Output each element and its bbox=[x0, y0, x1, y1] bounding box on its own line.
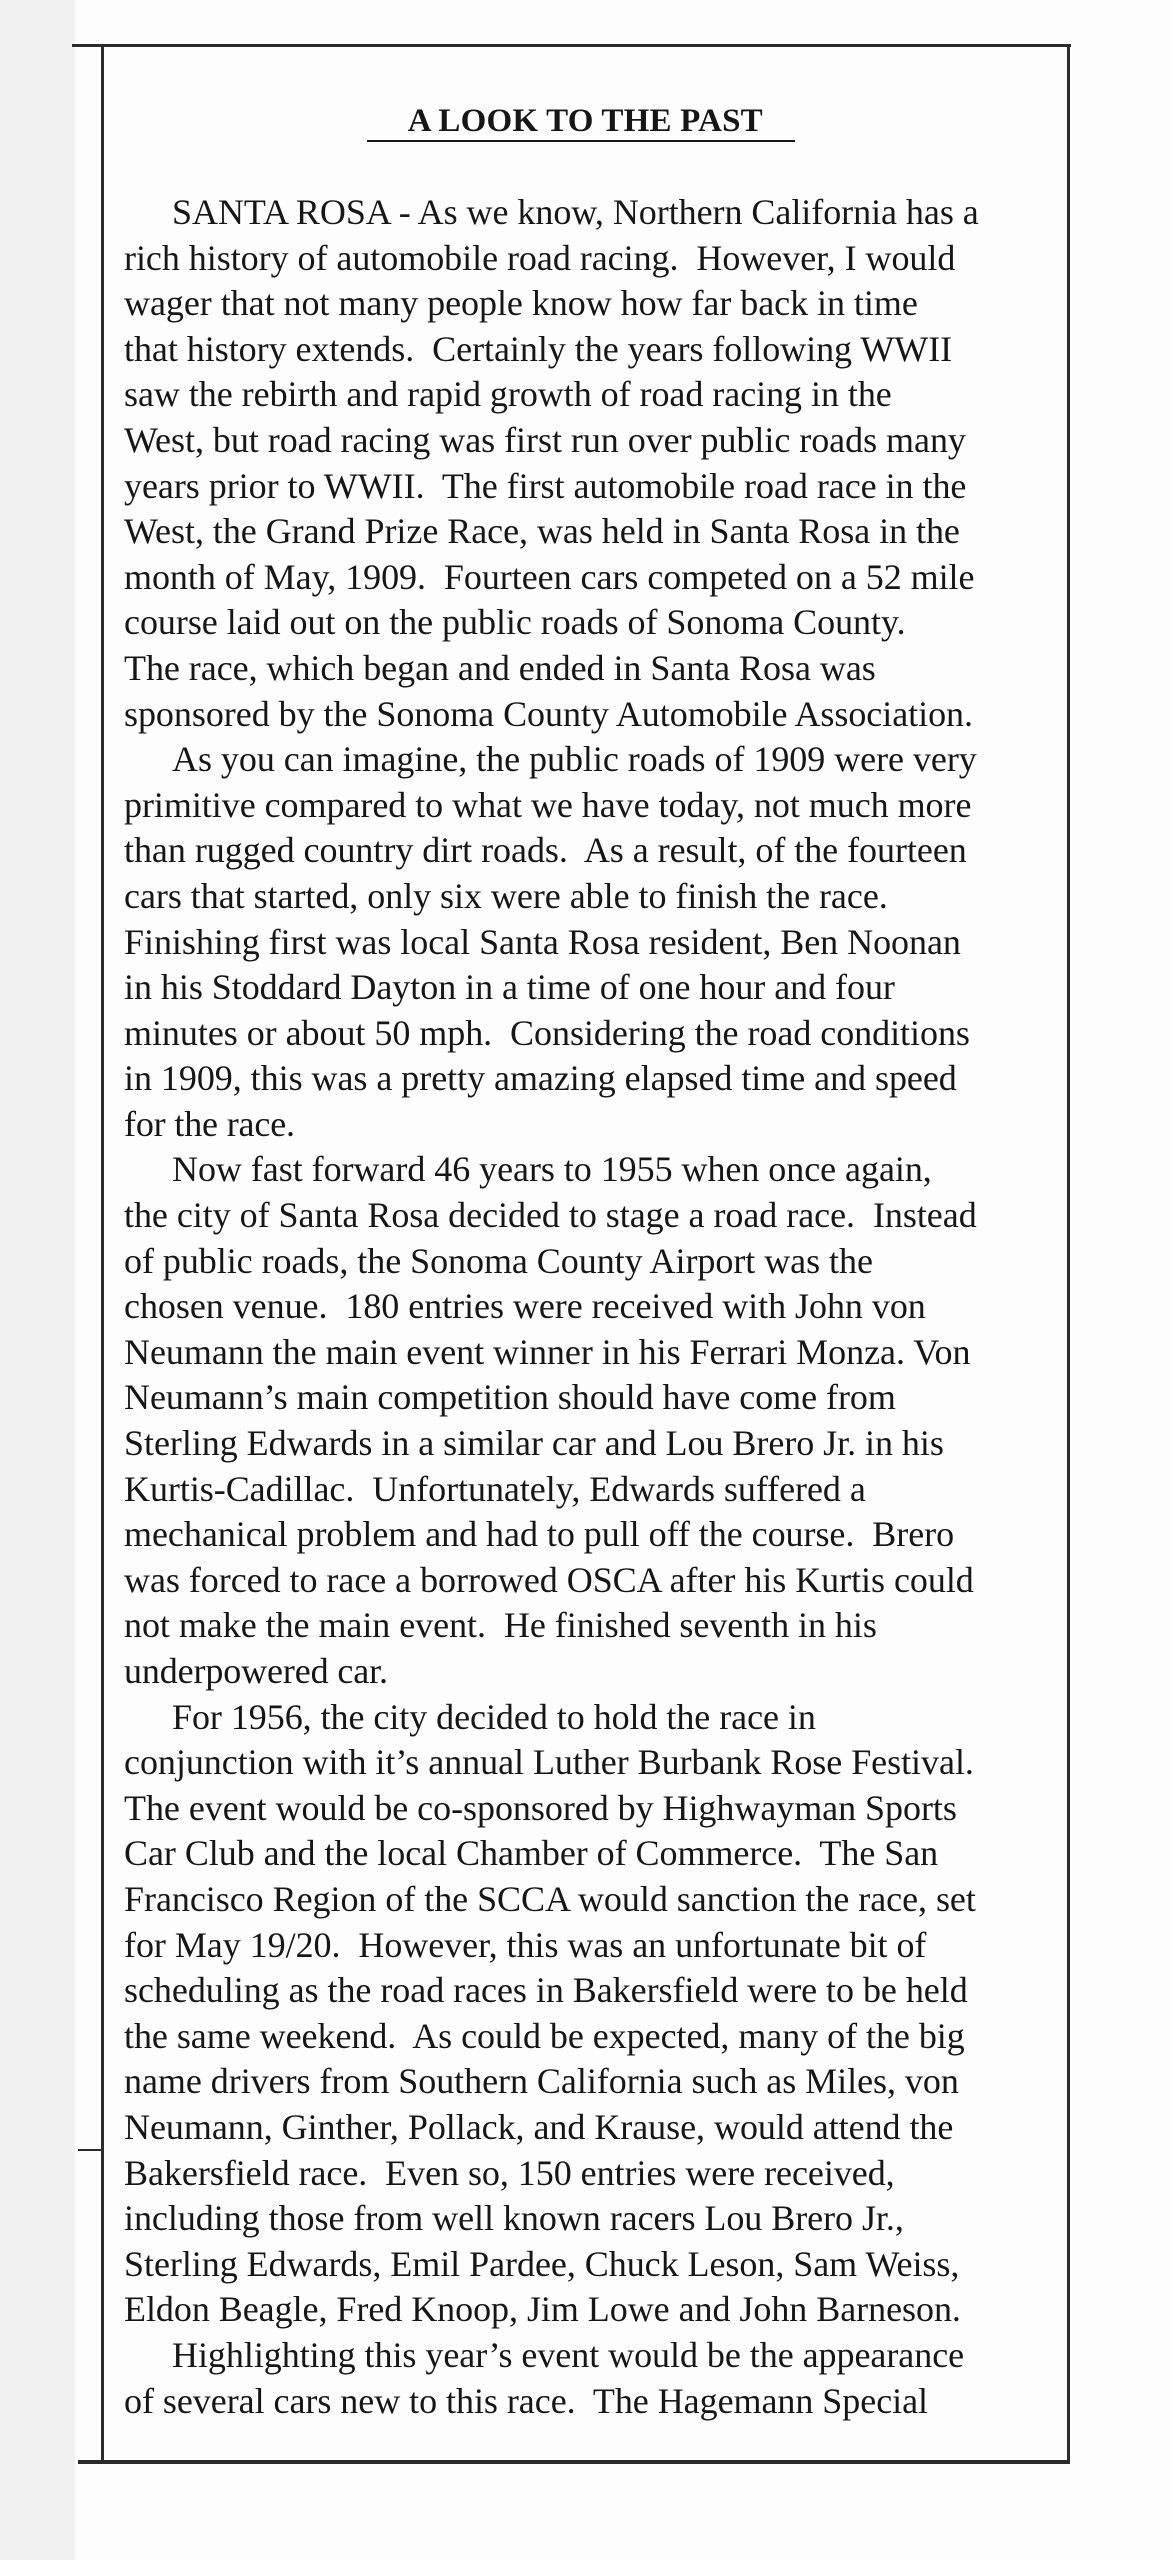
text-line: the city of Santa Rosa decided to stage a road race. Instead bbox=[124, 1195, 977, 1236]
text-line: SANTA ROSA - As we know, Northern California has a bbox=[172, 192, 979, 232]
text-line: mechanical problem and had to pull off the course. Brero bbox=[124, 1514, 955, 1555]
scan-margin-strip bbox=[0, 0, 75, 2560]
text-line: sponsored by the Sonoma County Automobile Association. bbox=[124, 693, 973, 734]
text-line: rich history of automobile road racing. However, I would bbox=[124, 237, 956, 278]
text-line: Finishing first was local Santa Rosa resident, Ben Noonan bbox=[124, 921, 961, 962]
text-line: Car Club and the local Chamber of Commerce. The San bbox=[124, 1833, 939, 1874]
article-title: A LOOK TO THE PAST bbox=[401, 103, 763, 139]
text-line: including those from well known racers Lou Brero Jr., bbox=[124, 2198, 904, 2239]
text-line: for the race. bbox=[124, 1103, 295, 1144]
text-line: underpowered car. bbox=[124, 1651, 388, 1691]
text-line: Neumann the main event winner in his Ferrari Monza. Von bbox=[124, 1331, 971, 1372]
text-line: chosen venue. 180 entries were received with John von bbox=[124, 1286, 926, 1327]
text-line: Kurtis-Cadillac. Unfortunately, Edwards suffered a bbox=[124, 1468, 866, 1509]
text-line: wager that not many people know how far back in time bbox=[124, 283, 918, 324]
text-line: Eldon Beagle, Fred Knoop, Jim Lowe and John Barneson. bbox=[124, 2289, 961, 2330]
text-line: of several cars new to this race. The Hagemann Special bbox=[124, 2380, 929, 2421]
text-line: of public roads, the Sonoma County Airport was the bbox=[124, 1240, 873, 1281]
text-line: that history extends. Certainly the years following WWII bbox=[124, 328, 953, 369]
text-line: Neumann’s main competition should have come from bbox=[124, 1377, 896, 1418]
text-line: Sterling Edwards in a similar car and Lou Brero Jr. in his bbox=[124, 1423, 944, 1464]
article-body bbox=[124, 190, 1064, 2424]
frame-bottom-rule bbox=[78, 2460, 1070, 2464]
text-line: Neumann, Ginther, Pollack, and Krause, would attend the bbox=[124, 2106, 954, 2147]
text-line: in 1909, this was a pretty amazing elapsed time and speed bbox=[124, 1058, 957, 1099]
text-line: than rugged country dirt roads. As a result, of the fourteen bbox=[124, 830, 967, 871]
text-line: saw the rebirth and rapid growth of road racing in the bbox=[124, 374, 892, 415]
text-line: name drivers from Southern California such as Miles, von bbox=[124, 2061, 959, 2102]
text-line: Francisco Region of the SCCA would sanction the race, set bbox=[124, 1878, 976, 1919]
frame-right-rule bbox=[1067, 44, 1070, 2462]
article-paragraph bbox=[124, 2333, 1064, 2424]
text-line: month of May, 1909. Fourteen cars competed on a 52 mile bbox=[124, 556, 975, 597]
text-line: West, but road racing was first run over public roads many bbox=[124, 419, 966, 460]
text-line: Sterling Edwards, Emil Pardee, Chuck Leson, Sam Weiss, bbox=[124, 2243, 960, 2284]
text-line: As you can imagine, the public roads of 1909 were very bbox=[172, 739, 977, 780]
text-line: the same weekend. As could be expected, many of the big bbox=[124, 2015, 965, 2056]
text-line: The event would be co-sponsored by Highwayman Sports bbox=[124, 1787, 957, 1828]
text-line: not make the main event. He finished seventh in his bbox=[124, 1605, 877, 1646]
article-paragraph bbox=[124, 1695, 1064, 2333]
text-line: West, the Grand Prize Race, was held in Santa Rosa in the bbox=[124, 511, 960, 552]
text-line: Now fast forward 46 years to 1955 when once again, bbox=[172, 1149, 932, 1190]
margin-tick-mark bbox=[78, 2149, 102, 2151]
article-paragraph bbox=[124, 190, 1064, 737]
text-line: years prior to WWII. The first automobile road race in the bbox=[124, 465, 967, 506]
article-paragraph bbox=[124, 737, 1064, 1147]
title-underline bbox=[367, 140, 795, 142]
frame-left-rule bbox=[101, 45, 104, 2464]
text-line: in his Stoddard Dayton in a time of one hour and four bbox=[124, 967, 895, 1008]
text-line: The race, which began and ended in Santa Rosa was bbox=[124, 647, 876, 688]
text-line: Bakersfield race. Even so, 150 entries were received, bbox=[124, 2152, 895, 2193]
text-line: cars that started, only six were able to finish the race. bbox=[124, 875, 888, 916]
text-line: primitive compared to what we have today, not much more bbox=[124, 784, 972, 825]
article-paragraph bbox=[124, 1147, 1064, 1694]
frame-top-rule bbox=[72, 44, 1071, 47]
text-line: course laid out on the public roads of Sonoma County. bbox=[124, 602, 906, 643]
text-line: scheduling as the road races in Bakersfield were to be held bbox=[124, 1970, 968, 2011]
text-line: conjunction with it’s annual Luther Burbank Rose Festival. bbox=[124, 1742, 974, 1783]
text-line: was forced to race a borrowed OSCA after his Kurtis could bbox=[124, 1559, 974, 1600]
text-line: minutes or about 50 mph. Considering the road conditions bbox=[124, 1012, 970, 1053]
text-line: for May 19/20. However, this was an unfortunate bit of bbox=[124, 1924, 927, 1965]
text-line: For 1956, the city decided to hold the race in bbox=[172, 1696, 816, 1737]
text-line: Highlighting this year’s event would be the appearance bbox=[172, 2334, 965, 2375]
